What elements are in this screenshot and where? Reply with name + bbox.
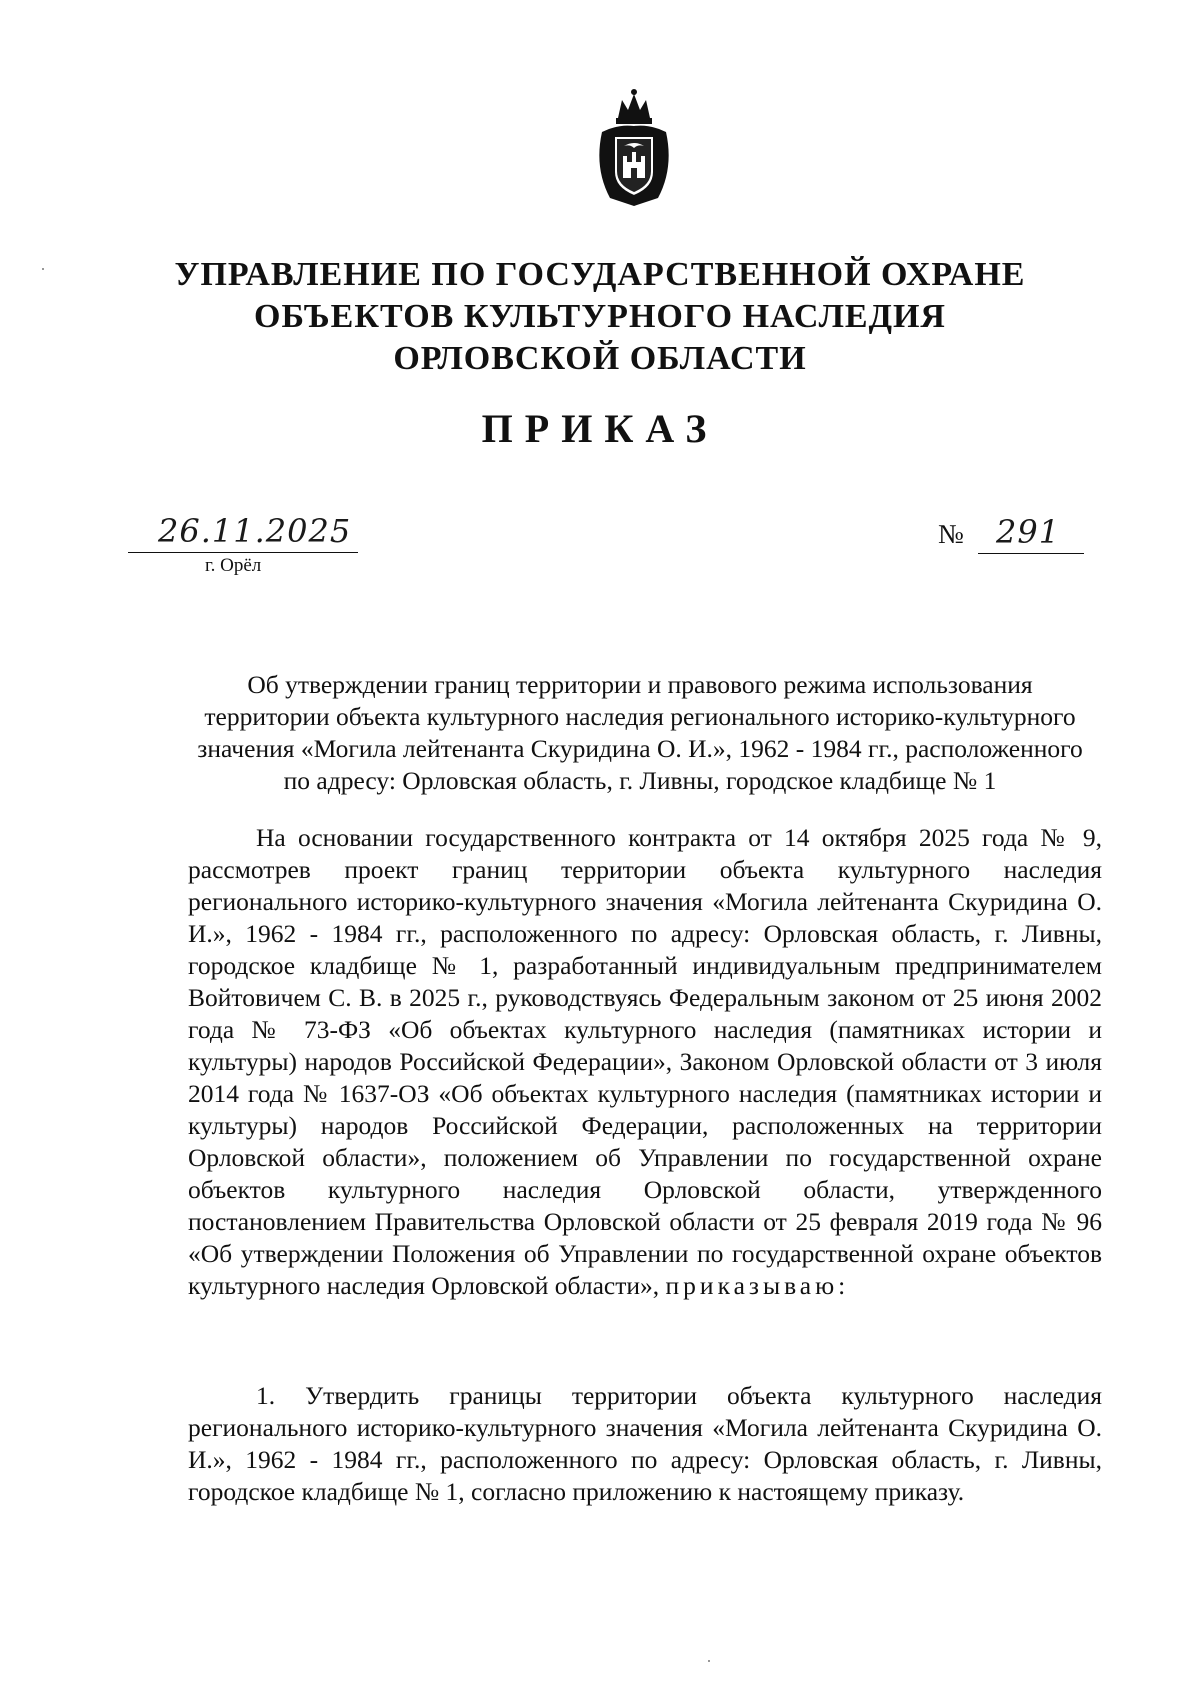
handwritten-number: 291 (996, 513, 1061, 551)
date-field (128, 510, 358, 553)
preamble-paragraph (188, 822, 1102, 1302)
agency-line-1: УПРАВЛЕНИЕ ПО ГОСУДАРСТВЕННОЙ ОХРАНЕ (174, 256, 1026, 293)
body-paragraph-1 (188, 822, 1102, 1302)
number-underline (978, 513, 1084, 554)
scan-speck (42, 268, 44, 270)
subject-line-1: Об утверждении границ территории и правового режима использования (247, 670, 1033, 699)
orel-oblast-coat-of-arms-icon (588, 88, 680, 208)
item-1-paragraph: 1. Утвердить границы территории объекта культурного наследия регионального историко-культурного значения «Могила лейтенанта Скуридина О. И.», 1962 - 1984 гг., расположенного по адресу: Орловская область, г. Ливны, городское кладбище № 1, согласно приложению к настоящему приказу. (188, 1381, 1102, 1506)
agency-line-2: ОБЪЕКТОВ КУЛЬТУРНОГО НАСЛЕДИЯ (254, 298, 946, 335)
document-type-title: ПРИКАЗ (481, 406, 719, 451)
city-label: г. Орёл (205, 555, 262, 576)
order-subject (170, 669, 1110, 797)
order-number-field (938, 514, 1084, 554)
order-word: приказываю: (665, 1271, 850, 1300)
scan-speck (708, 1660, 710, 1662)
subject-line-4: по адресу: Орловская область, г. Ливны, городское кладбище № 1 (283, 766, 997, 795)
handwritten-date: 26.11.2025 (158, 512, 352, 550)
agency-line-3: ОРЛОВСКОЙ ОБЛАСТИ (393, 340, 807, 377)
subject-line-3: значения «Могила лейтенанта Скуридина О. И.», 1962 - 1984 гг., расположенного (197, 734, 1083, 763)
subject-line-2: территории объекта культурного наследия регионального историко-культурного (204, 702, 1076, 731)
body-paragraph-2 (188, 1380, 1102, 1508)
agency-name (100, 254, 1100, 380)
number-sign: № (938, 519, 964, 549)
preamble-text: На основании государственного контракта от 14 октября 2025 года № 9, рассмотрев проект границ территории объекта культурного наследия регионального историко-культурного значения «Могила лейтенанта Скуридина О. И.», 1962 - 1984 гг., расположенного по адресу: Орловская область, г. Ливны, городское кладбище № 1, разработанный индивидуальным предпринимателем Войтовичем С. В. в 2025 г., руководствуясь Федеральным законом от 25 июня 2002 года № 73-ФЗ «Об объектах культурного наследия (памятниках истории и культуры) народов Российской Федерации», Законом Орловской области от 3 июля 2014 года № 1637-ОЗ «Об объектах культурного наследия (памятниках истории и культуры) народов Российской Федерации, расположенных на территории Орловской области», положением об Управлении по государственной охране объектов культурного наследия Орловской области, утвержденного постановлением Правительства Орловской области от 25 февраля 2019 года № 96 «Об утверждении Положения об Управлении по государственной охране объектов культурного наследия Орловской области», (188, 823, 1102, 1300)
